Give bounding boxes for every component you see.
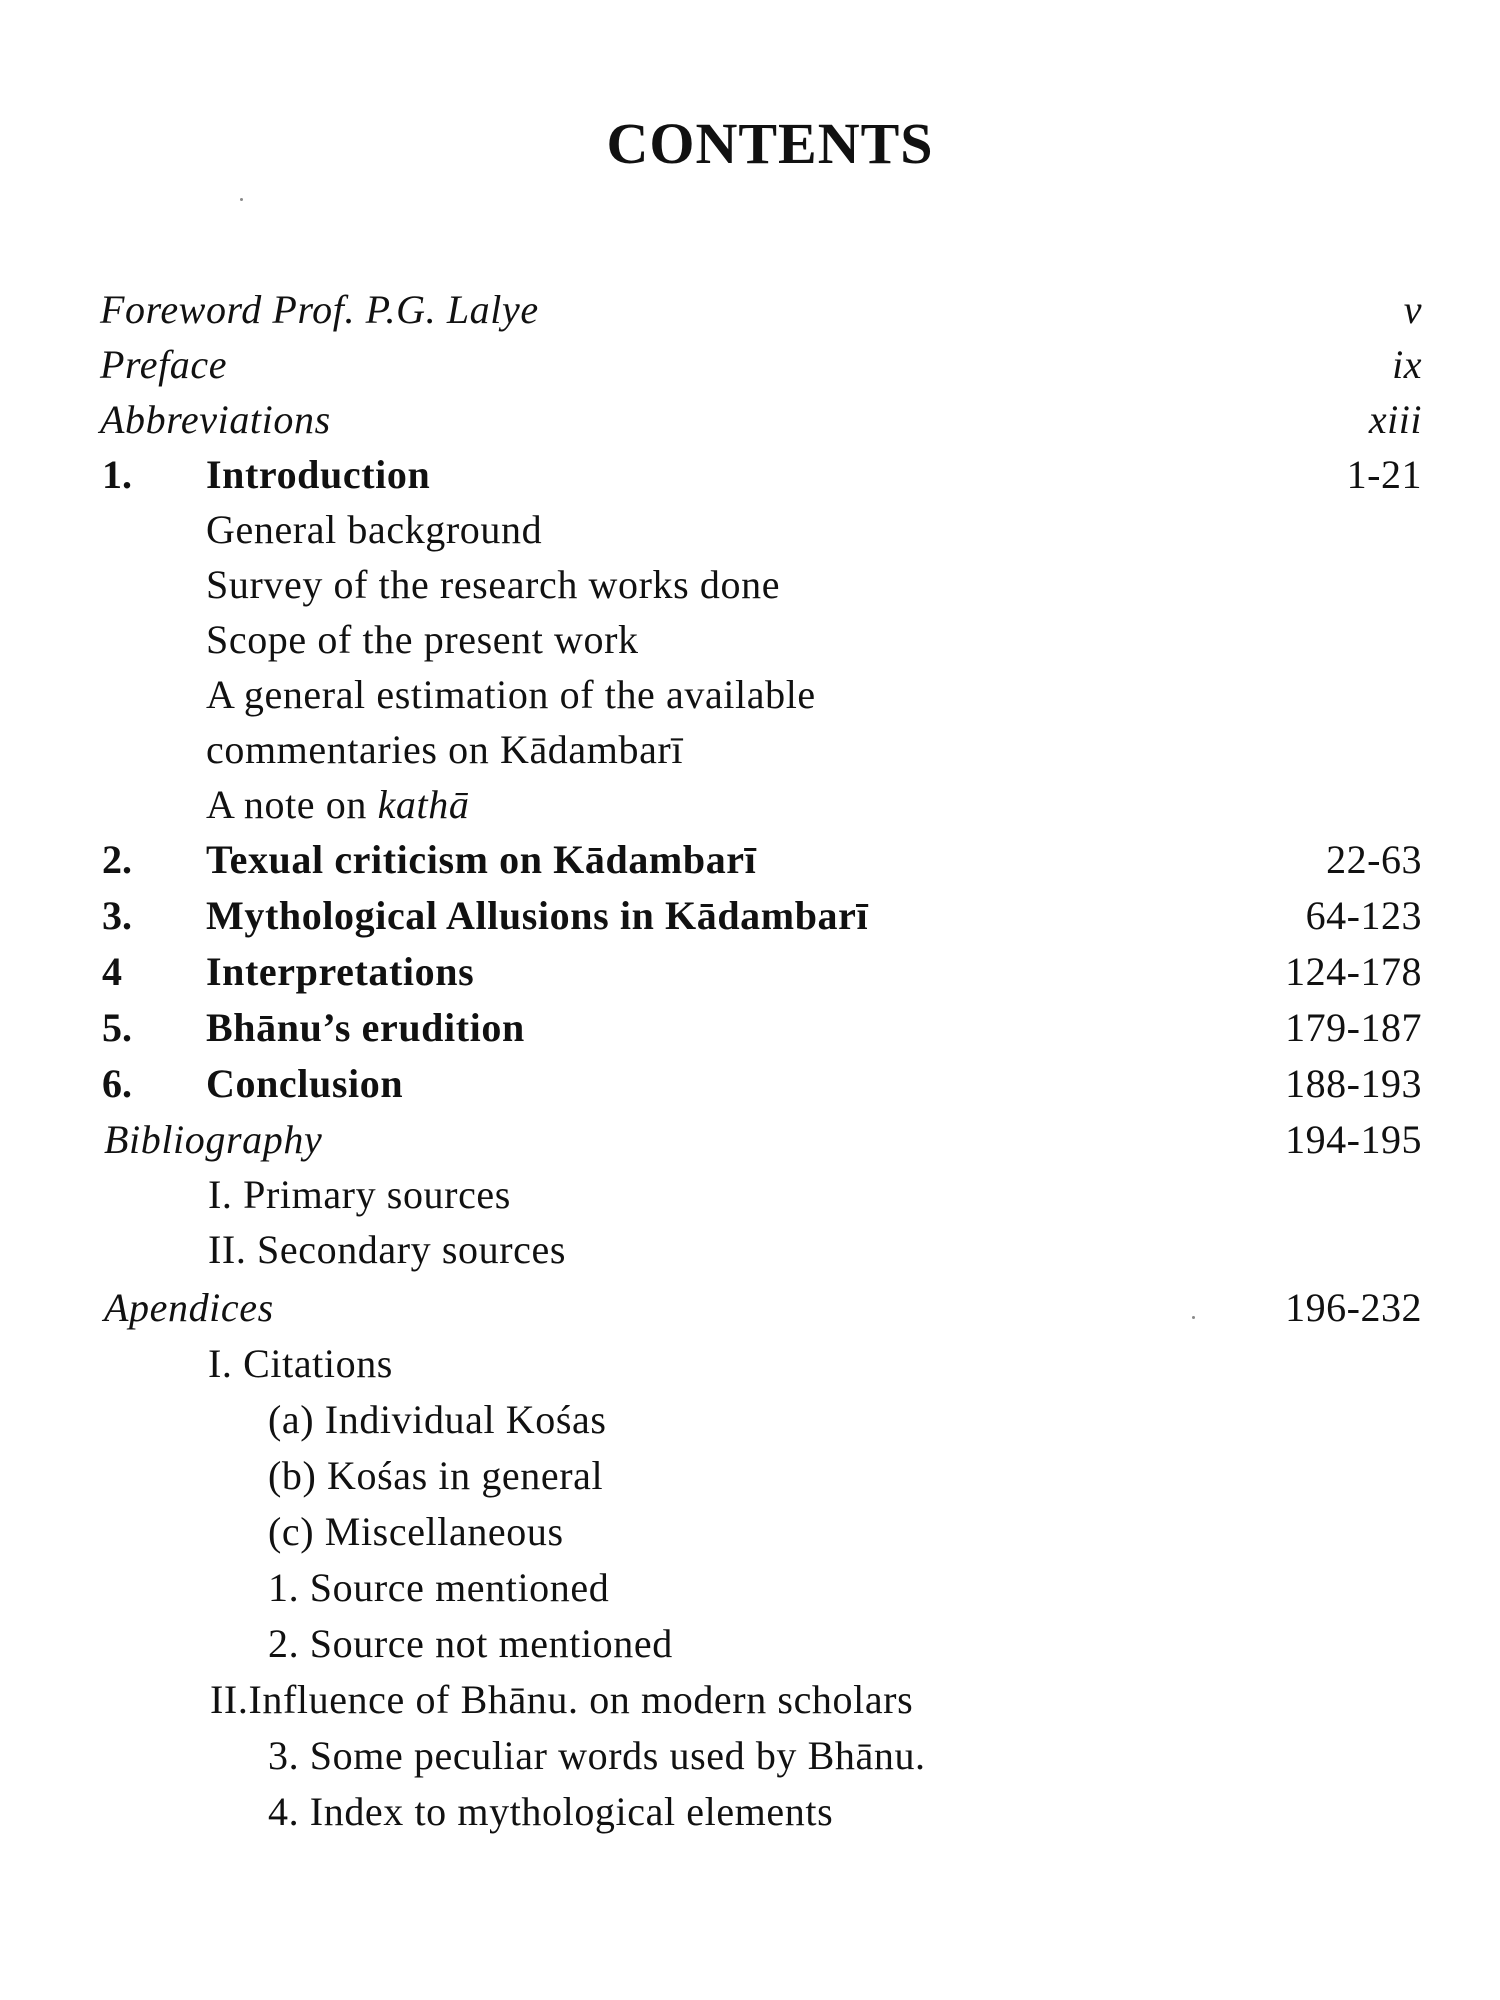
toc-subitem — [0, 1728, 1500, 1784]
toc-page: 124-178 — [1285, 949, 1422, 994]
toc-label: 4. Index to mythological elements — [268, 1789, 834, 1834]
toc-subitem — [0, 667, 1500, 723]
toc-row-chapter-3 — [0, 888, 1500, 944]
toc-page: 196-232 — [1285, 1285, 1422, 1330]
chapter-title: Bhānu’s erudition — [206, 1005, 525, 1050]
note-label: A note on — [206, 782, 367, 827]
toc-label: Survey of the research works done — [206, 562, 781, 607]
toc-label: (c) Miscellaneous — [268, 1509, 564, 1554]
toc-label: (a) Individual Kośas — [268, 1397, 607, 1442]
chapter-title: Introduction — [206, 452, 431, 497]
toc-subitem — [0, 722, 1500, 778]
toc-page: 194-195 — [1285, 1117, 1422, 1162]
toc-label: I. Primary sources — [208, 1172, 511, 1217]
toc-subitem — [0, 557, 1500, 613]
toc-subitem — [0, 1616, 1500, 1672]
toc-label: Apendices — [104, 1285, 274, 1330]
toc-row-abbreviations — [0, 392, 1500, 448]
toc-row-preface — [0, 337, 1500, 393]
toc-page: 22-63 — [1326, 837, 1422, 882]
toc-page: xiii — [1368, 397, 1422, 442]
toc-label: II.Influence of Bhānu. on modern scholars — [210, 1677, 914, 1722]
katha-term: kathā — [377, 782, 470, 827]
toc-page: 188-193 — [1285, 1061, 1422, 1106]
scan-speck — [240, 198, 243, 201]
toc-row-chapter-1 — [0, 447, 1500, 503]
toc-label: (b) Kośas in general — [268, 1453, 604, 1498]
toc-label: Preface — [100, 342, 228, 387]
scan-speck — [1192, 1316, 1195, 1319]
toc-label: Foreword Prof. P.G. Lalye — [100, 287, 539, 332]
toc-label: 2. Source not mentioned — [268, 1621, 673, 1666]
toc-row-chapter-4 — [0, 944, 1500, 1000]
chapter-number: 3. — [102, 893, 132, 938]
toc-subitem — [0, 502, 1500, 558]
toc-label: II. Secondary sources — [208, 1227, 567, 1272]
toc-page: v — [1403, 287, 1422, 332]
chapter-number: 6. — [102, 1061, 132, 1106]
toc-label — [206, 777, 469, 833]
toc-label: Scope of the present work — [206, 617, 639, 662]
toc-label: Abbreviations — [100, 397, 331, 442]
toc-subitem — [0, 1448, 1500, 1504]
toc-page: 1-21 — [1346, 452, 1422, 497]
toc-row-chapter-5 — [0, 1000, 1500, 1056]
toc-row-bibliography — [0, 1112, 1500, 1168]
toc-row-chapter-6 — [0, 1056, 1500, 1112]
toc-row-appendices — [0, 1280, 1500, 1336]
toc-label: 1. Source mentioned — [268, 1565, 610, 1610]
toc-subitem — [0, 1504, 1500, 1560]
toc-label: Bibliography — [104, 1117, 323, 1162]
toc-row-chapter-2 — [0, 832, 1500, 888]
chapter-number: 4 — [102, 949, 122, 994]
toc-subitem — [0, 1560, 1500, 1616]
toc-subitem — [0, 1392, 1500, 1448]
chapter-title: Interpretations — [206, 949, 475, 994]
chapter-title: Mythological Allusions in Kādambarī — [206, 893, 869, 938]
chapter-number: 1. — [102, 452, 132, 497]
toc-row-foreword — [0, 282, 1500, 338]
toc-label: A general estimation of the available — [206, 672, 816, 717]
toc-subitem — [0, 777, 1500, 833]
toc-label: I. Citations — [208, 1341, 393, 1386]
toc-label: commentaries on Kādambarī — [206, 727, 684, 772]
toc-subitem — [0, 1167, 1500, 1223]
chapter-title: Conclusion — [206, 1061, 404, 1106]
chapter-number: 2. — [102, 837, 132, 882]
toc-subitem — [0, 1336, 1500, 1392]
page-title: CONTENTS — [606, 111, 934, 176]
toc-label: General background — [206, 507, 543, 552]
chapter-title: Texual criticism on Kādambarī — [206, 837, 757, 882]
toc-subitem — [0, 1222, 1500, 1278]
toc-page: ix — [1392, 342, 1422, 387]
toc-label: 3. Some peculiar words used by Bhānu. — [268, 1733, 926, 1778]
toc-page: 64-123 — [1305, 893, 1422, 938]
toc-subitem — [0, 1784, 1500, 1840]
toc-subitem — [0, 1672, 1500, 1728]
toc-subitem — [0, 612, 1500, 668]
chapter-number: 5. — [102, 1005, 132, 1050]
toc-page: 179-187 — [1285, 1005, 1422, 1050]
